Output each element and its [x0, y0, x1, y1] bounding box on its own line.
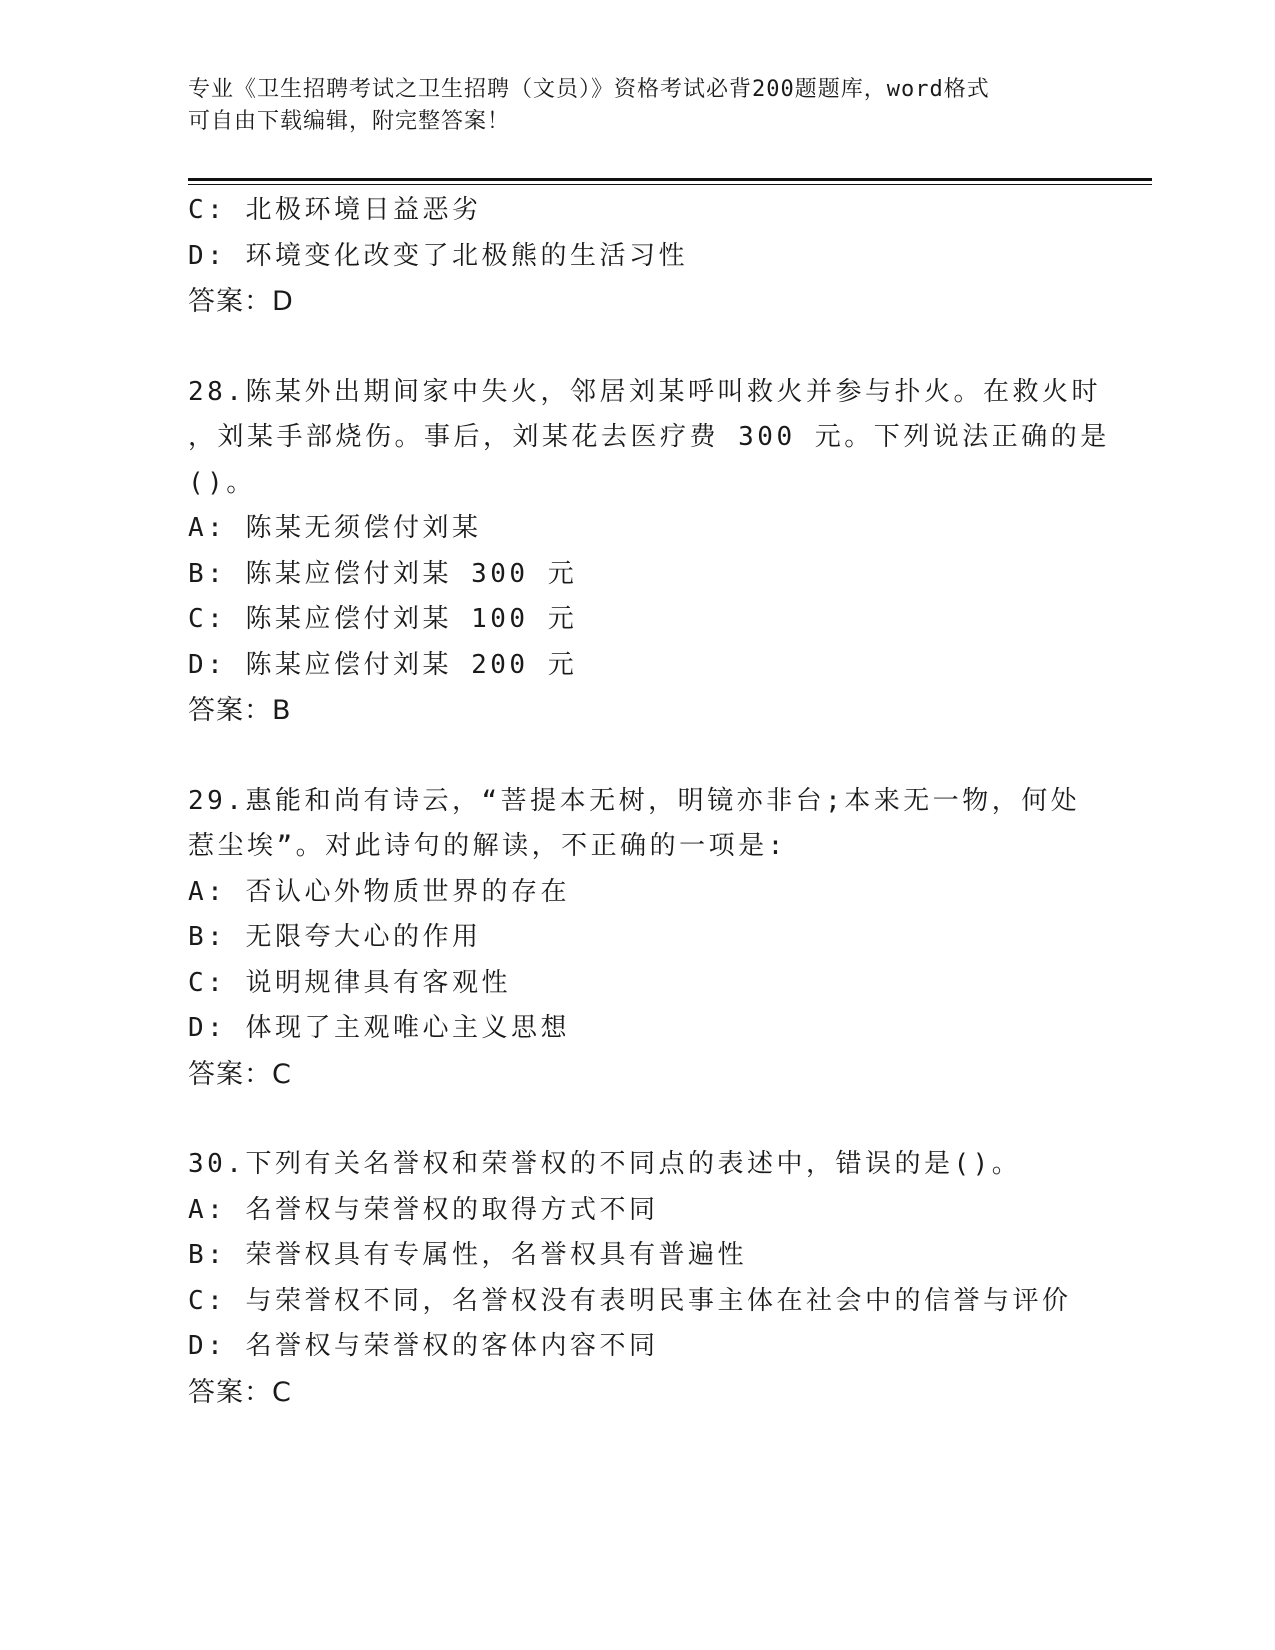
spacer: [188, 1097, 1088, 1142]
option-b: B: 荣誉权具有专属性，名誉权具有普遍性: [188, 1240, 747, 1270]
option-d: D: 环境变化改变了北极熊的生活习性: [188, 240, 688, 271]
option-c: C: 陈某应偿付刘某 100 元: [188, 604, 578, 634]
answer-line: 答案：B: [188, 695, 292, 726]
option-d: D: 体现了主观唯心主义思想: [188, 1013, 570, 1043]
question-30: [188, 1142, 1088, 1415]
option-b: B: 陈某应偿付刘某 300 元: [188, 558, 578, 589]
answer-line: 答案：C: [188, 1058, 292, 1090]
question-stem-line: ()。: [188, 467, 256, 498]
header-divider-thin: [188, 184, 1152, 185]
option-b: B: 无限夸大心的作用: [188, 922, 482, 952]
answer-line: 答案：D: [188, 286, 294, 317]
option-c: C: 与荣誉权不同，名誉权没有表明民事主体在社会中的信誉与评价: [188, 1285, 1072, 1316]
option-d: D: 名誉权与荣誉权的客体内容不同: [188, 1331, 659, 1361]
question-list: [188, 188, 1110, 1415]
option-d: D: 陈某应偿付刘某 200 元: [188, 649, 578, 680]
header-line-1: 专业《卫生招聘考试之卫生招聘（文员）》资格考试必背200题题库，word格式: [188, 77, 990, 102]
question-stem-line: 30.下列有关名誉权和荣誉权的不同点的表述中，错误的是()。: [188, 1149, 1022, 1179]
question-28: [188, 370, 1110, 734]
option-c: C: 北极环境日益恶劣: [188, 195, 482, 225]
question-stem-line: 28.陈某外出期间家中失火，邻居刘某呼叫救火并参与扑火。在救火时: [188, 376, 1101, 407]
header-divider-thick: [188, 178, 1152, 181]
option-a: A: 陈某无须偿付刘某: [188, 513, 482, 543]
question-stem-line: 惹尘埃”。对此诗句的解读，不正确的一项是:: [188, 831, 787, 861]
question-29: [188, 779, 1088, 1098]
spacer: [188, 325, 1088, 370]
option-a: A: 名誉权与荣誉权的取得方式不同: [188, 1194, 659, 1225]
header-line-2: 可自由下载编辑，附完整答案！: [188, 109, 511, 134]
answer-line: 答案：C: [188, 1376, 292, 1408]
question-stem-line: 29.惠能和尚有诗云，“菩提本无树，明镜亦非台;本来无一物，何处: [188, 785, 1081, 816]
option-c: C: 说明规律具有客观性: [188, 967, 511, 998]
option-a: A: 否认心外物质世界的存在: [188, 876, 570, 907]
spacer: [188, 734, 1088, 779]
document-header: [188, 74, 1088, 138]
question-27-tail: [188, 188, 1088, 325]
question-stem-line: ，刘某手部烧伤。事后，刘某花去医疗费 300 元。下列说法正确的是: [188, 422, 1110, 452]
